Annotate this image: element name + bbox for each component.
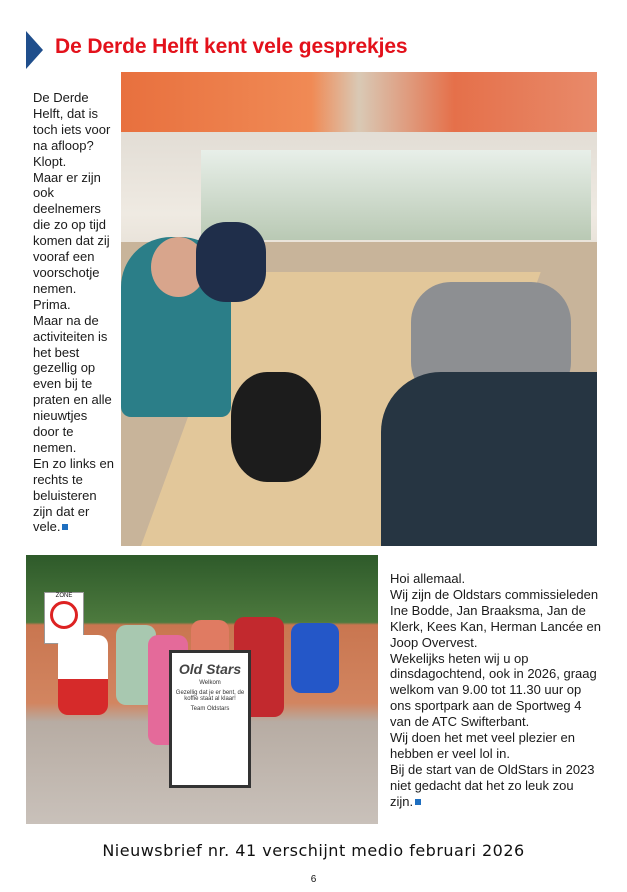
oldstars-logo: Old Stars	[178, 661, 242, 677]
end-mark-icon	[415, 799, 421, 805]
article-left	[33, 90, 118, 535]
sign-welcome: Welkom	[199, 680, 221, 686]
zone-label: ZONE	[55, 593, 73, 599]
sign-signature: Team Oldstars	[190, 706, 230, 712]
windows	[201, 150, 591, 240]
black-bag	[231, 372, 321, 482]
photo-oldstars-committee	[26, 555, 378, 824]
page-number: 6	[310, 874, 317, 885]
oldstars-welcome-sign	[169, 650, 251, 788]
end-mark-icon	[62, 524, 68, 530]
sign-message: Gezellig dat je er bent, de koffie staat al klaar!	[175, 690, 245, 702]
section-arrow-icon	[26, 31, 43, 69]
person-1	[58, 635, 108, 715]
page-title: De Derde Helft kent vele gesprekjes	[55, 35, 408, 58]
article-right	[390, 571, 620, 810]
person-front-right	[381, 372, 597, 546]
person-6	[291, 623, 339, 693]
photo-clubhouse-conversation	[121, 72, 597, 546]
ceiling	[121, 72, 597, 132]
article-left-text: De Derde Helft, dat is toch iets voor na afloop? Klopt. Maar er zijn ook deelnemers die zo op tijd komen dat zij vooraf een voorschotje nemen. Prima. Maar na de activiteiten is het best gezellig op even bij te praten en alle nieuwtjes door te nemen. En zo links en rechts te beluisteren zijn dat er vele.	[33, 90, 114, 535]
person-middle	[196, 222, 266, 302]
next-newsletter-notice: Nieuwsbrief nr. 41 verschijnt medio februari 2026	[102, 841, 525, 860]
article-right-text: Hoi allemaal. Wij zijn de Oldstars commissieleden Ine Bodde, Jan Braaksma, Jan de Klerk, Kees Kan, Herman Lancée en Joop Overvest. Wekelijks heten wij u op dinsdagochtend, ook in 2026, graag welkom van 9.00 tot 11.30 uur op ons sportpark aan de Sportweg 4 van de ATC Swifterbant. Wij doen het met veel plezier en hebben er veel lol in. Bij de start van de OldStars in 2023 niet gedacht dat het zo leuk zou zijn.	[390, 571, 602, 809]
